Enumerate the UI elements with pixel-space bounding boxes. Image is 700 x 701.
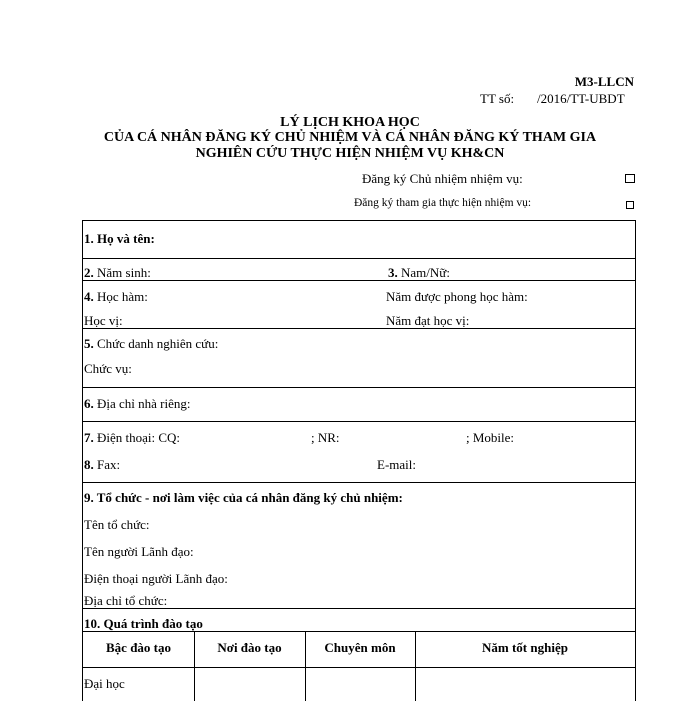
title-line-2: CỦA CÁ NHÂN ĐĂNG KÝ CHỦ NHIỆM VÀ CÁ NHÂN ĐĂNG KÝ THAM GIA xyxy=(103,130,597,145)
divider xyxy=(83,280,635,281)
s5-num: 5. xyxy=(84,336,94,351)
phone-home-label[interactable]: ; NR: xyxy=(311,430,340,445)
column-divider xyxy=(305,631,306,701)
column-divider xyxy=(415,631,416,701)
s7-num: 7. xyxy=(84,430,94,445)
academic-title-year-label[interactable]: Năm được phong học hàm: xyxy=(386,289,528,304)
s8-num: 8. xyxy=(84,457,94,472)
column-divider xyxy=(194,631,195,701)
research-title-field[interactable] xyxy=(84,336,218,352)
title-line-3: NGHIÊN CỨU THỰC HIỆN NHIỆM VỤ KH&CN xyxy=(195,146,505,161)
phone-office-field[interactable] xyxy=(84,430,180,446)
full-name-label: Họ và tên: xyxy=(97,231,155,246)
table-cell-major[interactable] xyxy=(305,668,414,701)
s4-num: 4. xyxy=(84,289,94,304)
register-member-checkbox[interactable] xyxy=(626,201,634,209)
academic-title-field[interactable] xyxy=(84,289,148,305)
phone-office-label: Điện thoại: CQ: xyxy=(97,430,181,445)
home-address-field[interactable] xyxy=(84,396,191,412)
leader-phone-label[interactable]: Điện thoại người Lãnh đạo: xyxy=(84,571,228,586)
col-header-level: Bậc đào tạo xyxy=(106,640,171,655)
gender-label: Nam/Nữ: xyxy=(401,265,450,280)
fax-field[interactable] xyxy=(84,457,120,473)
gender-field[interactable] xyxy=(388,265,450,281)
form-code: M3-LLCN xyxy=(574,74,634,89)
title-line-1: LÝ LỊCH KHOA HỌC xyxy=(280,115,420,130)
table-cell-institution[interactable] xyxy=(194,668,304,701)
phone-mobile-label[interactable]: ; Mobile: xyxy=(466,430,515,445)
fax-label: Fax: xyxy=(97,457,121,472)
s1-num: 1. xyxy=(84,231,94,246)
full-name-field[interactable] xyxy=(84,231,155,247)
col-header-major: Chuyên môn xyxy=(324,640,396,655)
register-lead-checkbox[interactable] xyxy=(625,174,635,183)
research-title-label: Chức danh nghiên cứu: xyxy=(97,336,219,351)
degree-label[interactable]: Học vị: xyxy=(84,313,123,328)
register-lead-label: Đăng ký Chủ nhiệm nhiệm vụ: xyxy=(362,171,523,186)
col-header-graduation-year: Năm tốt nghiệp xyxy=(482,640,568,655)
divider xyxy=(83,608,635,609)
s3-num: 3. xyxy=(388,265,398,280)
organization-section-title: 9. Tổ chức - nơi làm việc của cá nhân đăng ký chủ nhiệm: xyxy=(84,490,403,505)
birth-year-label: Năm sinh: xyxy=(97,265,151,280)
table-row-label: Đại học xyxy=(84,676,125,691)
training-section-title: 10. Quá trình đào tạo xyxy=(84,616,203,631)
s2-num: 2. xyxy=(84,265,94,280)
table-cell-graduation-year[interactable] xyxy=(415,668,635,701)
divider xyxy=(83,482,635,483)
org-address-label[interactable]: Địa chỉ tổ chức: xyxy=(84,593,168,608)
degree-year-label[interactable]: Năm đạt học vị: xyxy=(386,313,470,328)
birth-year-field[interactable] xyxy=(84,265,151,281)
divider xyxy=(83,258,635,259)
tt-label: TT số: xyxy=(480,91,515,106)
org-name-label[interactable]: Tên tổ chức: xyxy=(84,517,150,532)
tt-value: /2016/TT-UBDT xyxy=(537,91,625,106)
divider xyxy=(83,421,635,422)
email-label[interactable]: E-mail: xyxy=(377,457,416,472)
profile-form xyxy=(82,220,636,701)
position-label[interactable]: Chức vụ: xyxy=(84,361,132,376)
divider xyxy=(83,387,635,388)
divider xyxy=(83,631,635,632)
s6-num: 6. xyxy=(84,396,94,411)
academic-title-label: Học hàm: xyxy=(97,289,148,304)
home-address-label: Địa chỉ nhà riêng: xyxy=(97,396,191,411)
col-header-institution: Nơi đào tạo xyxy=(217,640,282,655)
register-member-label: Đăng ký tham gia thực hiện nhiệm vụ: xyxy=(354,197,532,209)
leader-name-label[interactable]: Tên người Lãnh đạo: xyxy=(84,544,194,559)
divider xyxy=(83,328,635,329)
